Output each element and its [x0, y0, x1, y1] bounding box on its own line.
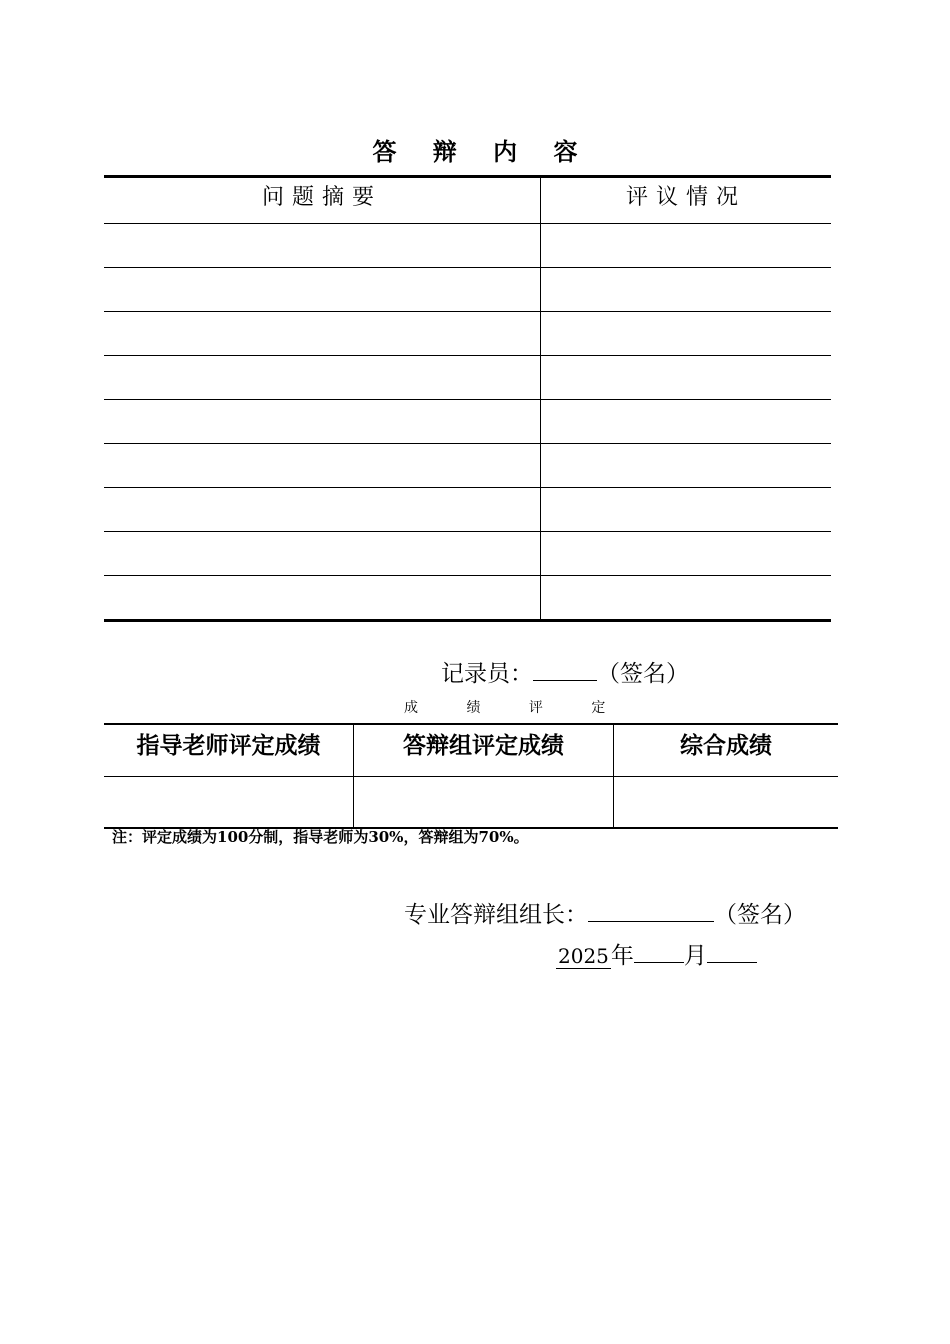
evaluation-cell[interactable] — [541, 532, 832, 576]
grades-value-row — [104, 777, 838, 829]
evaluation-cell[interactable] — [541, 400, 832, 444]
evaluation-cell[interactable] — [541, 356, 832, 400]
table-row — [104, 268, 831, 312]
table-row — [104, 356, 831, 400]
overall-grade-header: 综合成绩 — [614, 724, 839, 777]
evaluation-cell[interactable] — [541, 268, 832, 312]
question-cell[interactable] — [104, 532, 541, 576]
leader-label: 专业答辩组组长： — [404, 902, 588, 928]
recorder-signature-note: （签名） — [597, 661, 689, 687]
evaluation-cell[interactable] — [541, 576, 832, 621]
question-cell[interactable] — [104, 576, 541, 621]
year-value[interactable]: 2025 — [558, 944, 609, 968]
advisor-grade-header: 指导老师评定成绩 — [104, 724, 354, 777]
leader-signature-note: （签名） — [714, 902, 806, 928]
grades-section-title: 成 绩 评 定 — [404, 700, 628, 716]
leader-signature-line — [404, 896, 806, 929]
committee-grade-cell[interactable] — [354, 777, 614, 829]
recorder-signature-line — [441, 655, 689, 688]
table-row — [104, 488, 831, 532]
month-label: 月 — [683, 943, 707, 969]
table-row — [104, 444, 831, 488]
table-row — [104, 576, 831, 621]
evaluation-header: 评议情况 — [541, 177, 832, 224]
committee-grade-header: 答辩组评定成绩 — [354, 724, 614, 777]
advisor-grade-cell[interactable] — [104, 777, 354, 829]
date-line — [556, 937, 757, 970]
evaluation-cell[interactable] — [541, 224, 832, 268]
table-row — [104, 312, 831, 356]
defense-content-table — [104, 175, 831, 622]
overall-grade-cell[interactable] — [614, 777, 839, 829]
question-cell[interactable] — [104, 356, 541, 400]
question-cell[interactable] — [104, 312, 541, 356]
table-header-row — [104, 177, 831, 224]
table-row — [104, 400, 831, 444]
evaluation-cell[interactable] — [541, 312, 832, 356]
question-cell[interactable] — [104, 488, 541, 532]
table-row — [104, 224, 831, 268]
question-cell[interactable] — [104, 444, 541, 488]
recorder-signature-blank[interactable] — [533, 658, 597, 681]
grades-table — [104, 723, 838, 829]
grading-note: 注：评定成绩为100分制，指导老师为30%，答辩组为70%。 — [112, 828, 529, 846]
recorder-label: 记录员： — [441, 661, 533, 687]
table-row — [104, 532, 831, 576]
day-blank[interactable] — [707, 940, 757, 963]
leader-signature-blank[interactable] — [588, 899, 714, 922]
evaluation-cell[interactable] — [541, 488, 832, 532]
question-cell[interactable] — [104, 224, 541, 268]
question-cell[interactable] — [104, 400, 541, 444]
page-title: 答 辩 内 容 — [372, 137, 592, 166]
month-blank[interactable] — [634, 940, 684, 963]
grades-header-row — [104, 724, 838, 777]
evaluation-cell[interactable] — [541, 444, 832, 488]
question-summary-header: 问题摘要 — [104, 177, 541, 224]
year-label: 年 — [610, 943, 634, 969]
question-cell[interactable] — [104, 268, 541, 312]
